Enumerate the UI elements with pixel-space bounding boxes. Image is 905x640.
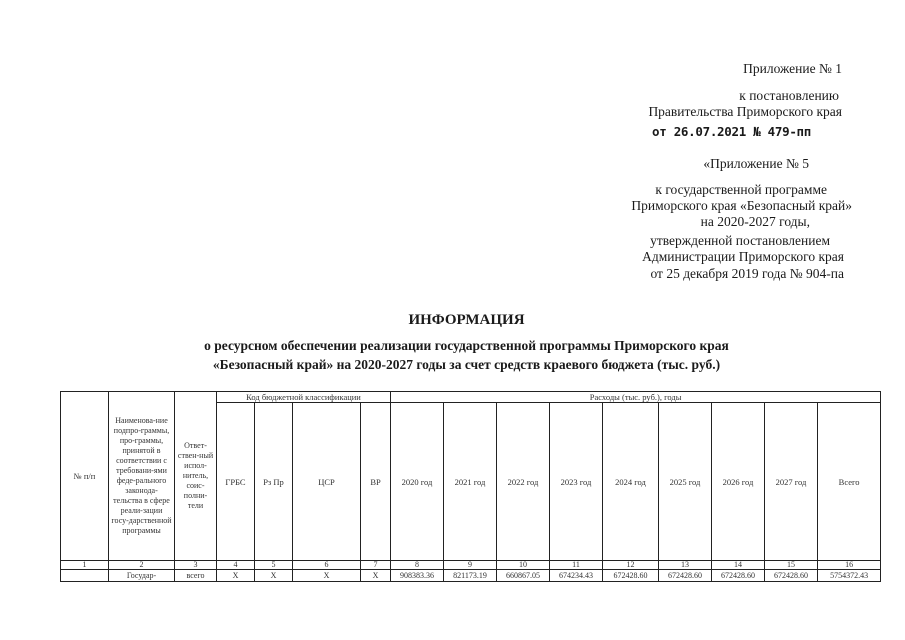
appendix-5: «Приложение № 5 [703,156,809,171]
col-number: 16 [818,561,881,570]
col-number: 12 [603,561,659,570]
col-grbs-header: ГРБС [217,403,255,561]
col-number: 9 [444,561,497,570]
row-value-2024: 672428.60 [603,570,659,582]
col-number: 11 [550,561,603,570]
resolution-date-number: от 26.07.2021 № 479-пп [652,124,811,139]
approved-by: утвержденной постановлением [650,233,830,248]
col-number: 13 [659,561,712,570]
row-vr: X [361,570,391,582]
col-num-header: № п/п [61,392,109,561]
document-subtitle-2: «Безопасный край» на 2020-2027 годы за счет средств краевого бюджета (тыс. руб.) [212,357,721,372]
col-year-2022: 2022 год [497,403,550,561]
row-exec: всего [175,570,217,582]
col-vr-header: ВР [361,403,391,561]
row-value-2025: 672428.60 [659,570,712,582]
col-number: 15 [765,561,818,570]
row-value-2020: 908383.36 [391,570,444,582]
col-number: 3 [175,561,217,570]
column-numbers-row [61,561,881,570]
col-year-2020: 2020 год [391,403,444,561]
row-grbs: X [217,570,255,582]
header-row-groups [61,392,881,403]
col-number: 4 [217,561,255,570]
state-program-ref: к государственной программе [655,182,827,197]
table-row [61,570,881,582]
col-number: 2 [109,561,175,570]
col-number: 7 [361,561,391,570]
col-number: 1 [61,561,109,570]
row-value-2023: 674234.43 [550,570,603,582]
resource-table [60,391,881,582]
document-title: ИНФОРМАЦИЯ [408,312,525,328]
col-year-2027: 2027 год [765,403,818,561]
administration-name: Администрации Приморского края [642,249,844,264]
row-csr: X [293,570,361,582]
col-number: 6 [293,561,361,570]
program-years: на 2020-2027 годы, [700,214,810,229]
row-name: Государ- [109,570,175,582]
col-exec-header: Ответ-ствен-ный испол-нитель, соис-полни-тели [175,392,217,561]
budget-code-group-header: Код бюджетной классификации [217,392,391,403]
col-year-2026: 2026 год [712,403,765,561]
row-num [61,570,109,582]
row-value-2022: 660867.05 [497,570,550,582]
col-year-2021: 2021 год [444,403,497,561]
government-name: Правительства Приморского края [648,104,842,119]
col-year-2025: 2025 год [659,403,712,561]
to-resolution: к постановлению [739,88,839,103]
col-number: 5 [255,561,293,570]
col-year-2023: 2023 год [550,403,603,561]
col-year-2024: 2024 год [603,403,659,561]
administration-decree: от 25 декабря 2019 года № 904-па [650,266,844,281]
expenses-group-header: Расходы (тыс. руб.), годы [391,392,881,403]
col-total: Всего [818,403,881,561]
appendix-number: Приложение № 1 [743,61,842,76]
col-csr-header: ЦСР [293,403,361,561]
program-name: Приморского края «Безопасный край» [631,198,852,213]
col-number: 14 [712,561,765,570]
row-rzpr: X [255,570,293,582]
row-value-total: 5754372.43 [818,570,881,582]
col-number: 8 [391,561,444,570]
row-value-2027: 672428.60 [765,570,818,582]
col-name-header: Наименова-ние подпро-граммы, про-граммы, принятой в соответствии с требовани-ями феде-рального законода-тельства в сфере реали-зации госу-дарственной программы [109,392,175,561]
document-subtitle-1: о ресурсном обеспечении реализации государственной программы Приморского края [204,338,729,353]
col-rzpr-header: Рз Пр [255,403,293,561]
row-value-2026: 672428.60 [712,570,765,582]
row-value-2021: 821173.19 [444,570,497,582]
col-number: 10 [497,561,550,570]
